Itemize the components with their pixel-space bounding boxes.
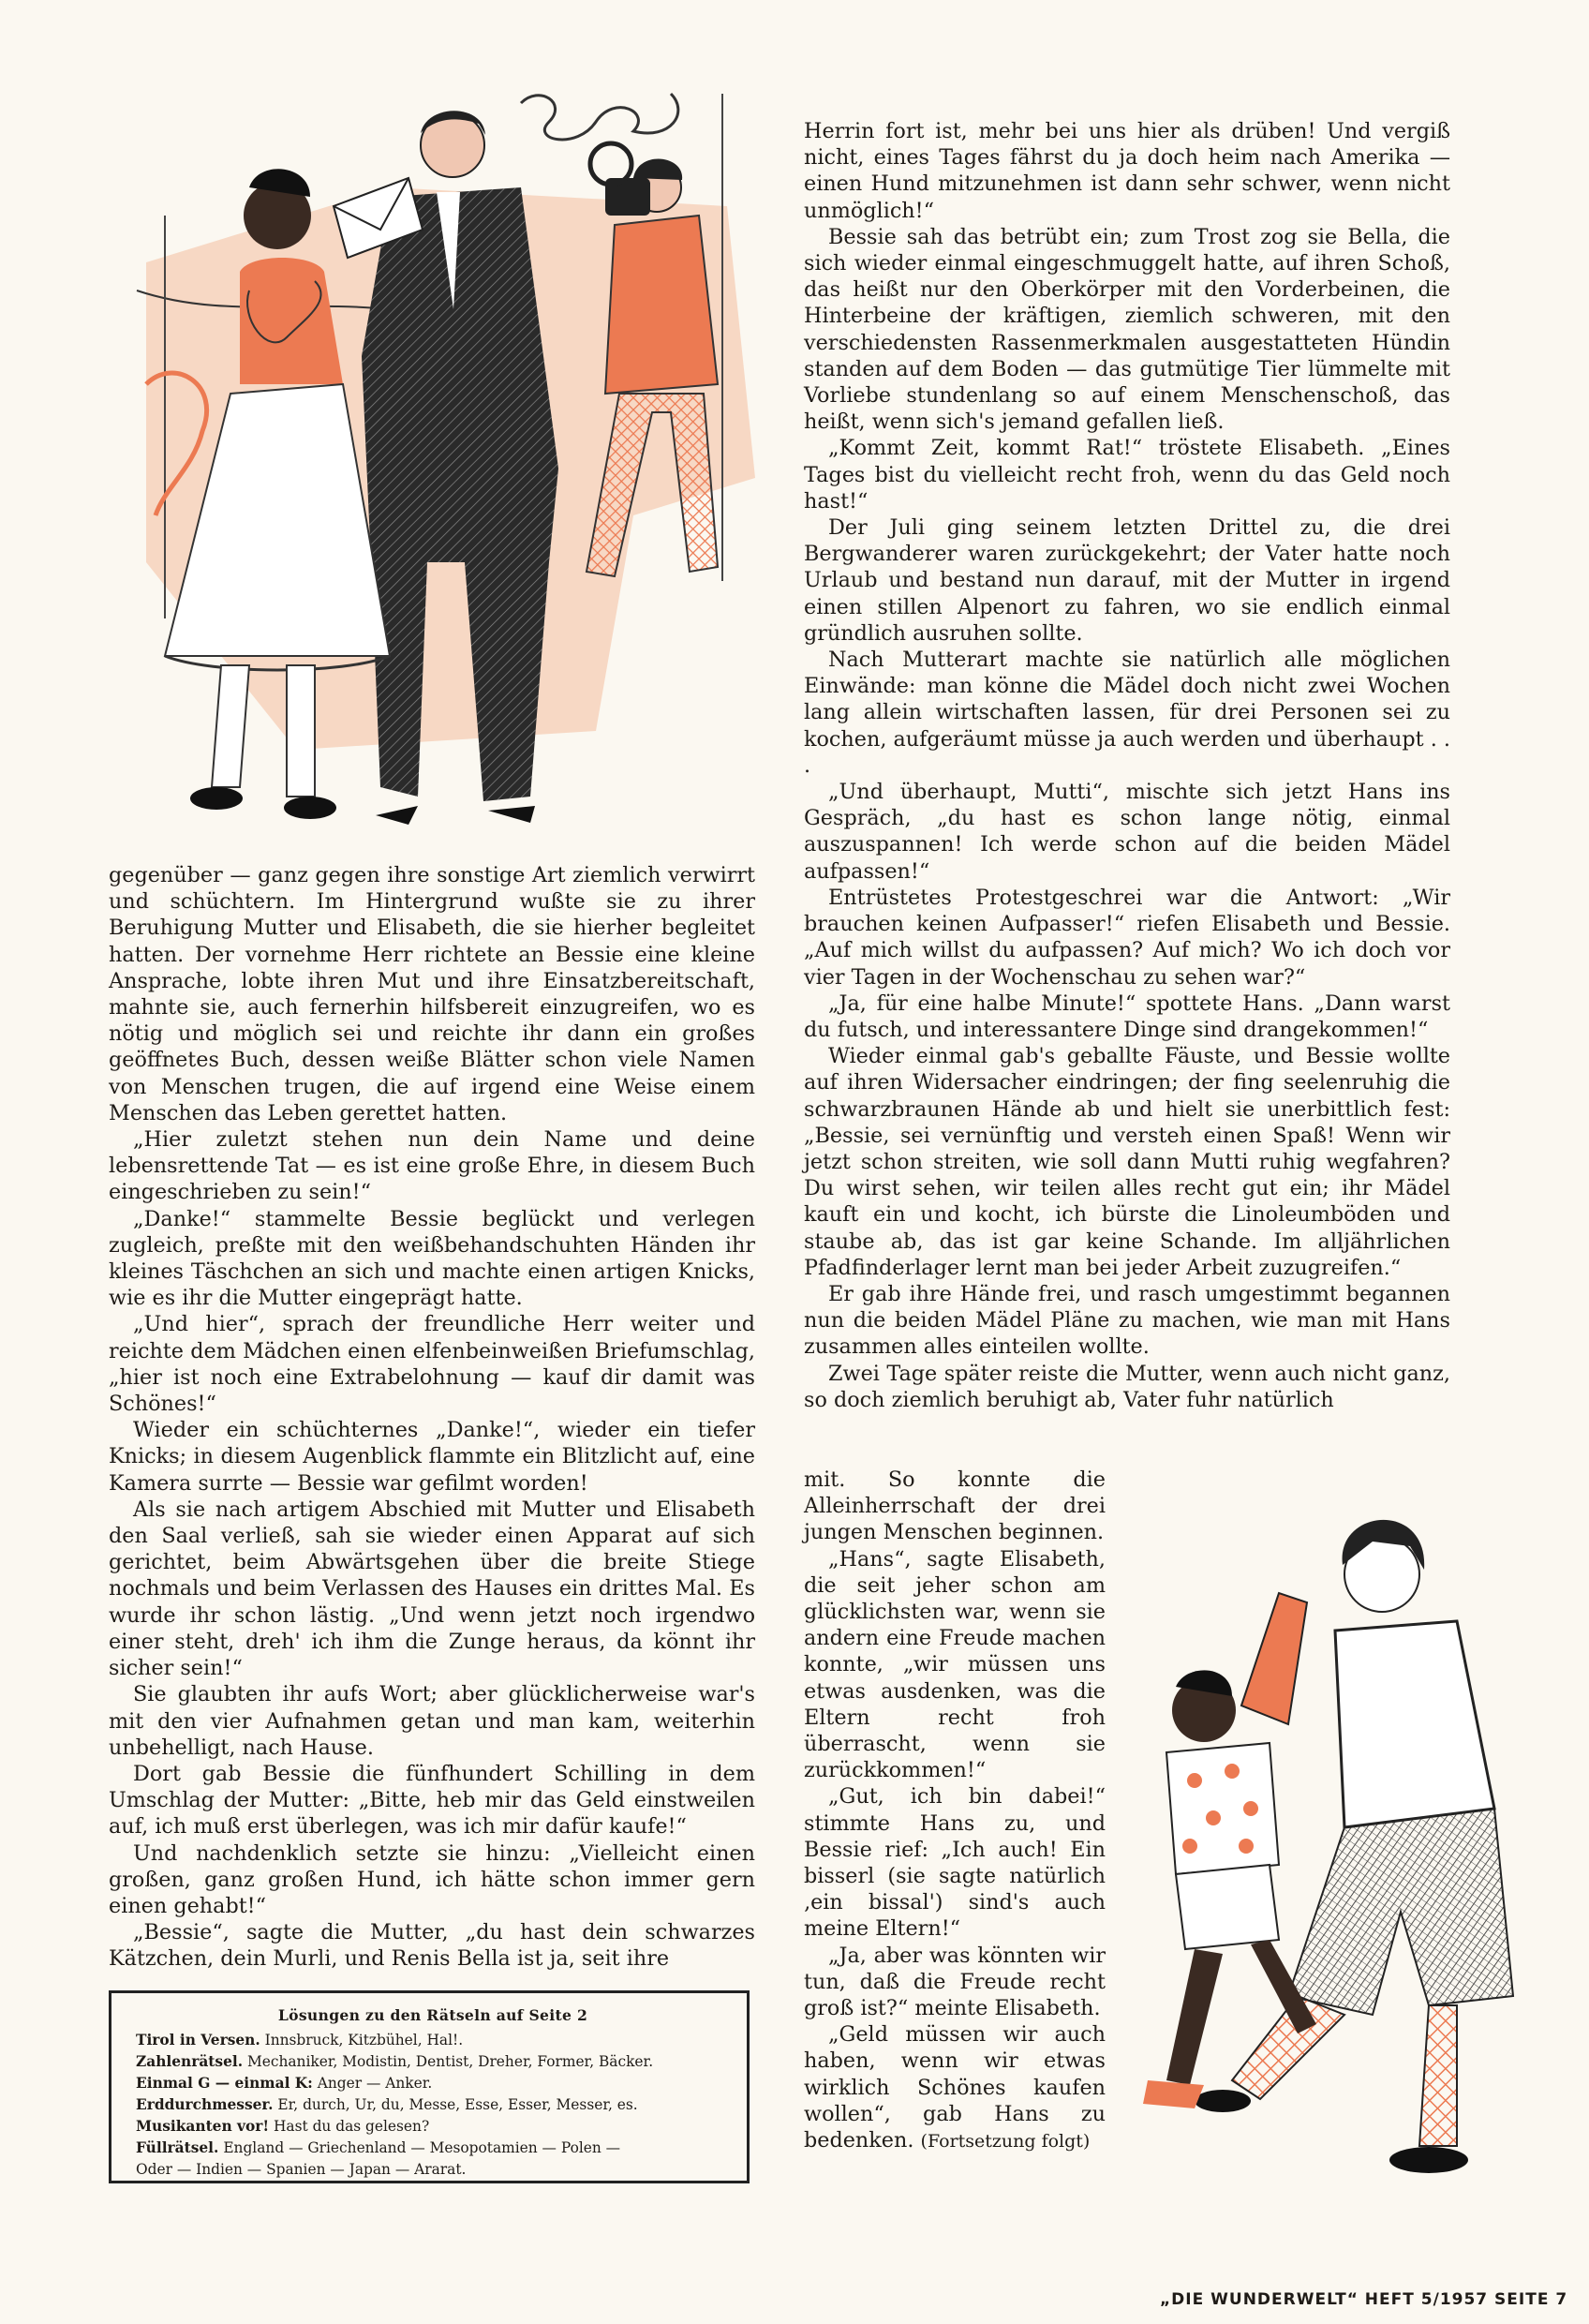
paragraph: Nach Mutterart machte sie natürlich alle möglichen Einwände: man könne die Mädel doch nicht zwei Wochen lang allein wirtschaften lassen, für drei Personen sei zu kochen, aufgeräumt müsse ja auch werden und überhaupt . . . bbox=[804, 648, 1450, 778]
paragraph: „Ja, für eine halbe Minute!“ spottete Hans. „Dann warst du futsch, und interessantere Dinge sind drangekommen!“ bbox=[804, 991, 1450, 1042]
paragraph: „Danke!“ stammelte Bessie beglückt und verlegen zugleich, preßte mit den weißbehandschuhten Händen ihr kleines Täschchen an sich und machte einen artigen Knicks, wie es ihr die Mutter eingeprägt hatte. bbox=[109, 1206, 755, 1311]
paragraph: Und nachdenklich setzte sie hinzu: „Vielleicht einen großen, ganz großen Hund, ich hätte schon immer gern einen gehabt!“ bbox=[109, 1840, 755, 1918]
paragraph: Er gab ihre Hände frei, und rasch umgestimmt begannen nun die beiden Mädel Pläne zu machen, wie man mit Hans zusammen alles einteilen wollte. bbox=[804, 1281, 1450, 1360]
article-right-column-narrow bbox=[804, 1467, 1106, 2154]
paragraph: Dort gab Bessie die fünfhundert Schilling in dem Umschlag der Mutter: „Bitte, heb mir das Geld einstweilen auf, ich muß erst überlegen, was ich mir dafür kaufe!“ bbox=[109, 1761, 755, 1840]
solution-line: Tirol in Versen. Innsbruck, Kitzbühel, Hal!. bbox=[136, 2032, 464, 2048]
solution-line: Musikanten vor! Hast du das gelesen? bbox=[136, 2118, 430, 2135]
article-right-column bbox=[804, 118, 1450, 1413]
paragraph: „Hans“, sagte Elisabeth, die seit jeher schon am glücklichsten war, wenn sie andern eine Freude machen konnte, „wir müssen uns etwas ausdenken, was die Eltern recht froh überrascht, wenn sie zurückkommen!“ bbox=[804, 1546, 1106, 1783]
paragraph: mit. So konnte die Alleinherrschaft der drei jungen Menschen beginnen. bbox=[804, 1467, 1106, 1545]
solution-line: Einmal G — einmal K: Anger — Anker. bbox=[136, 2075, 433, 2092]
paragraph: Zwei Tage später reiste die Mutter, wenn auch nicht ganz, so doch ziemlich beruhigt ab, Vater fuhr natürlich bbox=[804, 1361, 1450, 1412]
paragraph: Entrüstetes Protestgeschrei war die Antwort: „Wir brauchen keinen Aufpasser!“ riefen Elisabeth und Bessie. „Auf mich willst du aufpassen? Auf mich? Wo ich doch vor vier Tagen in der Wochenschau zu sehen war?“ bbox=[804, 885, 1450, 990]
solution-line: Füllrätsel. England — Griechenland — Mesopotamien — Polen — bbox=[136, 2139, 621, 2156]
paragraph: Der Juli ging seinem letzten Drittel zu, die drei Bergwanderer waren zurückgekehrt; der Vater hatte noch Urlaub und bestand nun darauf, mit der Mutter in irgend einen stillen Alpenort zu fahren, wo sie endlich einmal gründlich ausruhen sollte. bbox=[804, 515, 1450, 646]
paragraph: „Und hier“, sprach der freundliche Herr weiter und reichte dem Mädchen einen elfenbeinweißen Briefumschlag, „hier ist noch eine Extrabelohnung — kauf dir damit was Schönes!“ bbox=[109, 1312, 755, 1417]
paragraph: „Kommt Zeit, kommt Rat!“ tröstete Elisabeth. „Eines Tages bist du vielleicht recht froh, wenn du das Geld noch hast!“ bbox=[804, 436, 1450, 514]
solution-line: Erddurchmesser. Er, durch, Ur, du, Messe, Esse, Esser, Messer, es. bbox=[136, 2096, 638, 2113]
illustration-hans-and-bessie bbox=[1120, 1471, 1532, 2212]
paragraph: „Geld müssen wir auch haben, wenn wir etwas wirklich Schönes kaufen wollen“, gab Hans zu bedenken. (Fortsetzung folgt) bbox=[804, 2022, 1106, 2153]
paragraph: Sie glaubten ihr aufs Wort; aber glücklicherweise war's mit den vier Aufnahmen getan und man kam, weiterhin unbehelligt, nach Hause. bbox=[109, 1682, 755, 1760]
paragraph: Wieder ein schüchternes „Danke!“, wieder ein tiefer Knicks; in diesem Augenblick flammte ein Blitzlicht auf, eine Kamera surrte — Bessie war gefilmt worden! bbox=[109, 1418, 755, 1496]
paragraph: „Hier zuletzt stehen nun dein Name und deine lebensrettende Tat — es ist eine große Ehre, in diesem Buch eingeschrieben zu sein!“ bbox=[109, 1127, 755, 1205]
puzzle-solutions-box bbox=[109, 1990, 750, 2183]
solution-line: Oder — Indien — Spanien — Japan — Ararat. bbox=[136, 2161, 467, 2178]
illustration-award-ceremony bbox=[109, 75, 755, 843]
paragraph: Herrin fort ist, mehr bei uns hier als drüben! Und vergiß nicht, eines Tages fährst du ja doch heim nach Amerika — einen Hund mitzunehmen ist dann sehr schwer, wenn nicht unmöglich!“ bbox=[804, 119, 1450, 223]
page-footer: „DIE WUNDERWELT“ HEFT 5/1957 SEITE 7 bbox=[1160, 2290, 1568, 2309]
paragraph: „Und überhaupt, Mutti“, mischte sich jetzt Hans ins Gespräch, „du hast es schon lange nötig, einmal auszuspannen! Ich werde schon auf die beiden Mädel aufpassen!“ bbox=[804, 780, 1450, 884]
solutions-title: Lösungen zu den Rätseln auf Seite 2 bbox=[277, 2006, 588, 2024]
paragraph: „Ja, aber was könnten wir tun, daß die Freude recht groß ist?“ meinte Elisabeth. bbox=[804, 1943, 1106, 2021]
continuation-note: (Fortsetzung folgt) bbox=[920, 2131, 1091, 2153]
paragraph: „Bessie“, sagte die Mutter, „du hast dein schwarzes Kätzchen, dein Murli, und Renis Bella ist ja, seit ihre bbox=[109, 1920, 755, 1972]
article-left-column bbox=[109, 862, 755, 1973]
paragraph: Als sie nach artigem Abschied mit Mutter und Elisabeth den Saal verließ, sah sie wieder einen Apparat auf sich gerichtet, beim Abwärtsgehen über die breite Stiege nochmals und beim Verlassen des Hauses ein drittes Mal. Es wurde ihr schon lästig. „Und wenn jetzt noch irgendwo einer steht, dreh' ich ihm die Zunge heraus, da könnt ihr sicher sein!“ bbox=[109, 1497, 755, 1681]
paragraph: „Gut, ich bin dabei!“ stimmte Hans zu, und Bessie rief: „Ich auch! Ein bisserl (sie sagte natürlich ‚ein bissal') sind's auch meine Eltern!“ bbox=[804, 1784, 1106, 1942]
paragraph: Wieder einmal gab's geballte Fäuste, und Bessie wollte auf ihren Widersacher eindringen; der fing seelenruhig die schwarzbraunen Hände ab und hielt sie unerbittlich fest: „Bessie, sei vernünftig und versteh einen Spaß! Wenn wir jetzt schon streiten, wie soll dann Mutti ruhig wegfahren? Du wirst sehen, wir teilen alles recht gut ein; ihr Mädel kauft ein und kocht, ich bürste die Linoleumböden und staube ab, das ist gar keine Schande. Im alljährlichen Pfadfinderlager lernt man bei jeder Arbeit zuzugreifen.“ bbox=[804, 1044, 1450, 1280]
paragraph: gegenüber — ganz gegen ihre sonstige Art ziemlich verwirrt und schüchtern. Im Hintergrund wußte sie zu ihrer Beruhigung Mutter und Elisabeth, die sie hierher begleitet hatten. Der vornehme Herr richtete an Bessie eine kleine Ansprache, lobte ihren Mut und ihre Einsatzbereitschaft, mahnte sie, auch fernerhin hilfsbereit einzugreifen, wo es nötig und möglich sei und reichte ihr dann ein großes geöffnetes Buch, dessen weiße Blätter schon viele Namen von Menschen trugen, die auf irgend eine Weise einem Menschen das Leben gerettet hatten. bbox=[109, 863, 755, 1125]
paragraph: Bessie sah das betrübt ein; zum Trost zog sie Bella, die sich wieder einmal eingeschmuggelt hatte, auf ihren Schoß, das heißt nur den Oberkörper mit den Vorderbeinen, die Hinterbeine der kräftigen, ziemlich schweren, mit den verschiedensten Rassenmerkmalen ausgestatteten Hündin standen auf dem Boden — das gutmütige Tier lümmelte mit Vorliebe stundenlang so auf einem Menschenschoß, das heißt, wenn sich's jemand gefallen ließ. bbox=[804, 224, 1450, 435]
solution-line: Zahlenrätsel. Mechaniker, Modistin, Dentist, Dreher, Former, Bäcker. bbox=[136, 2053, 654, 2070]
